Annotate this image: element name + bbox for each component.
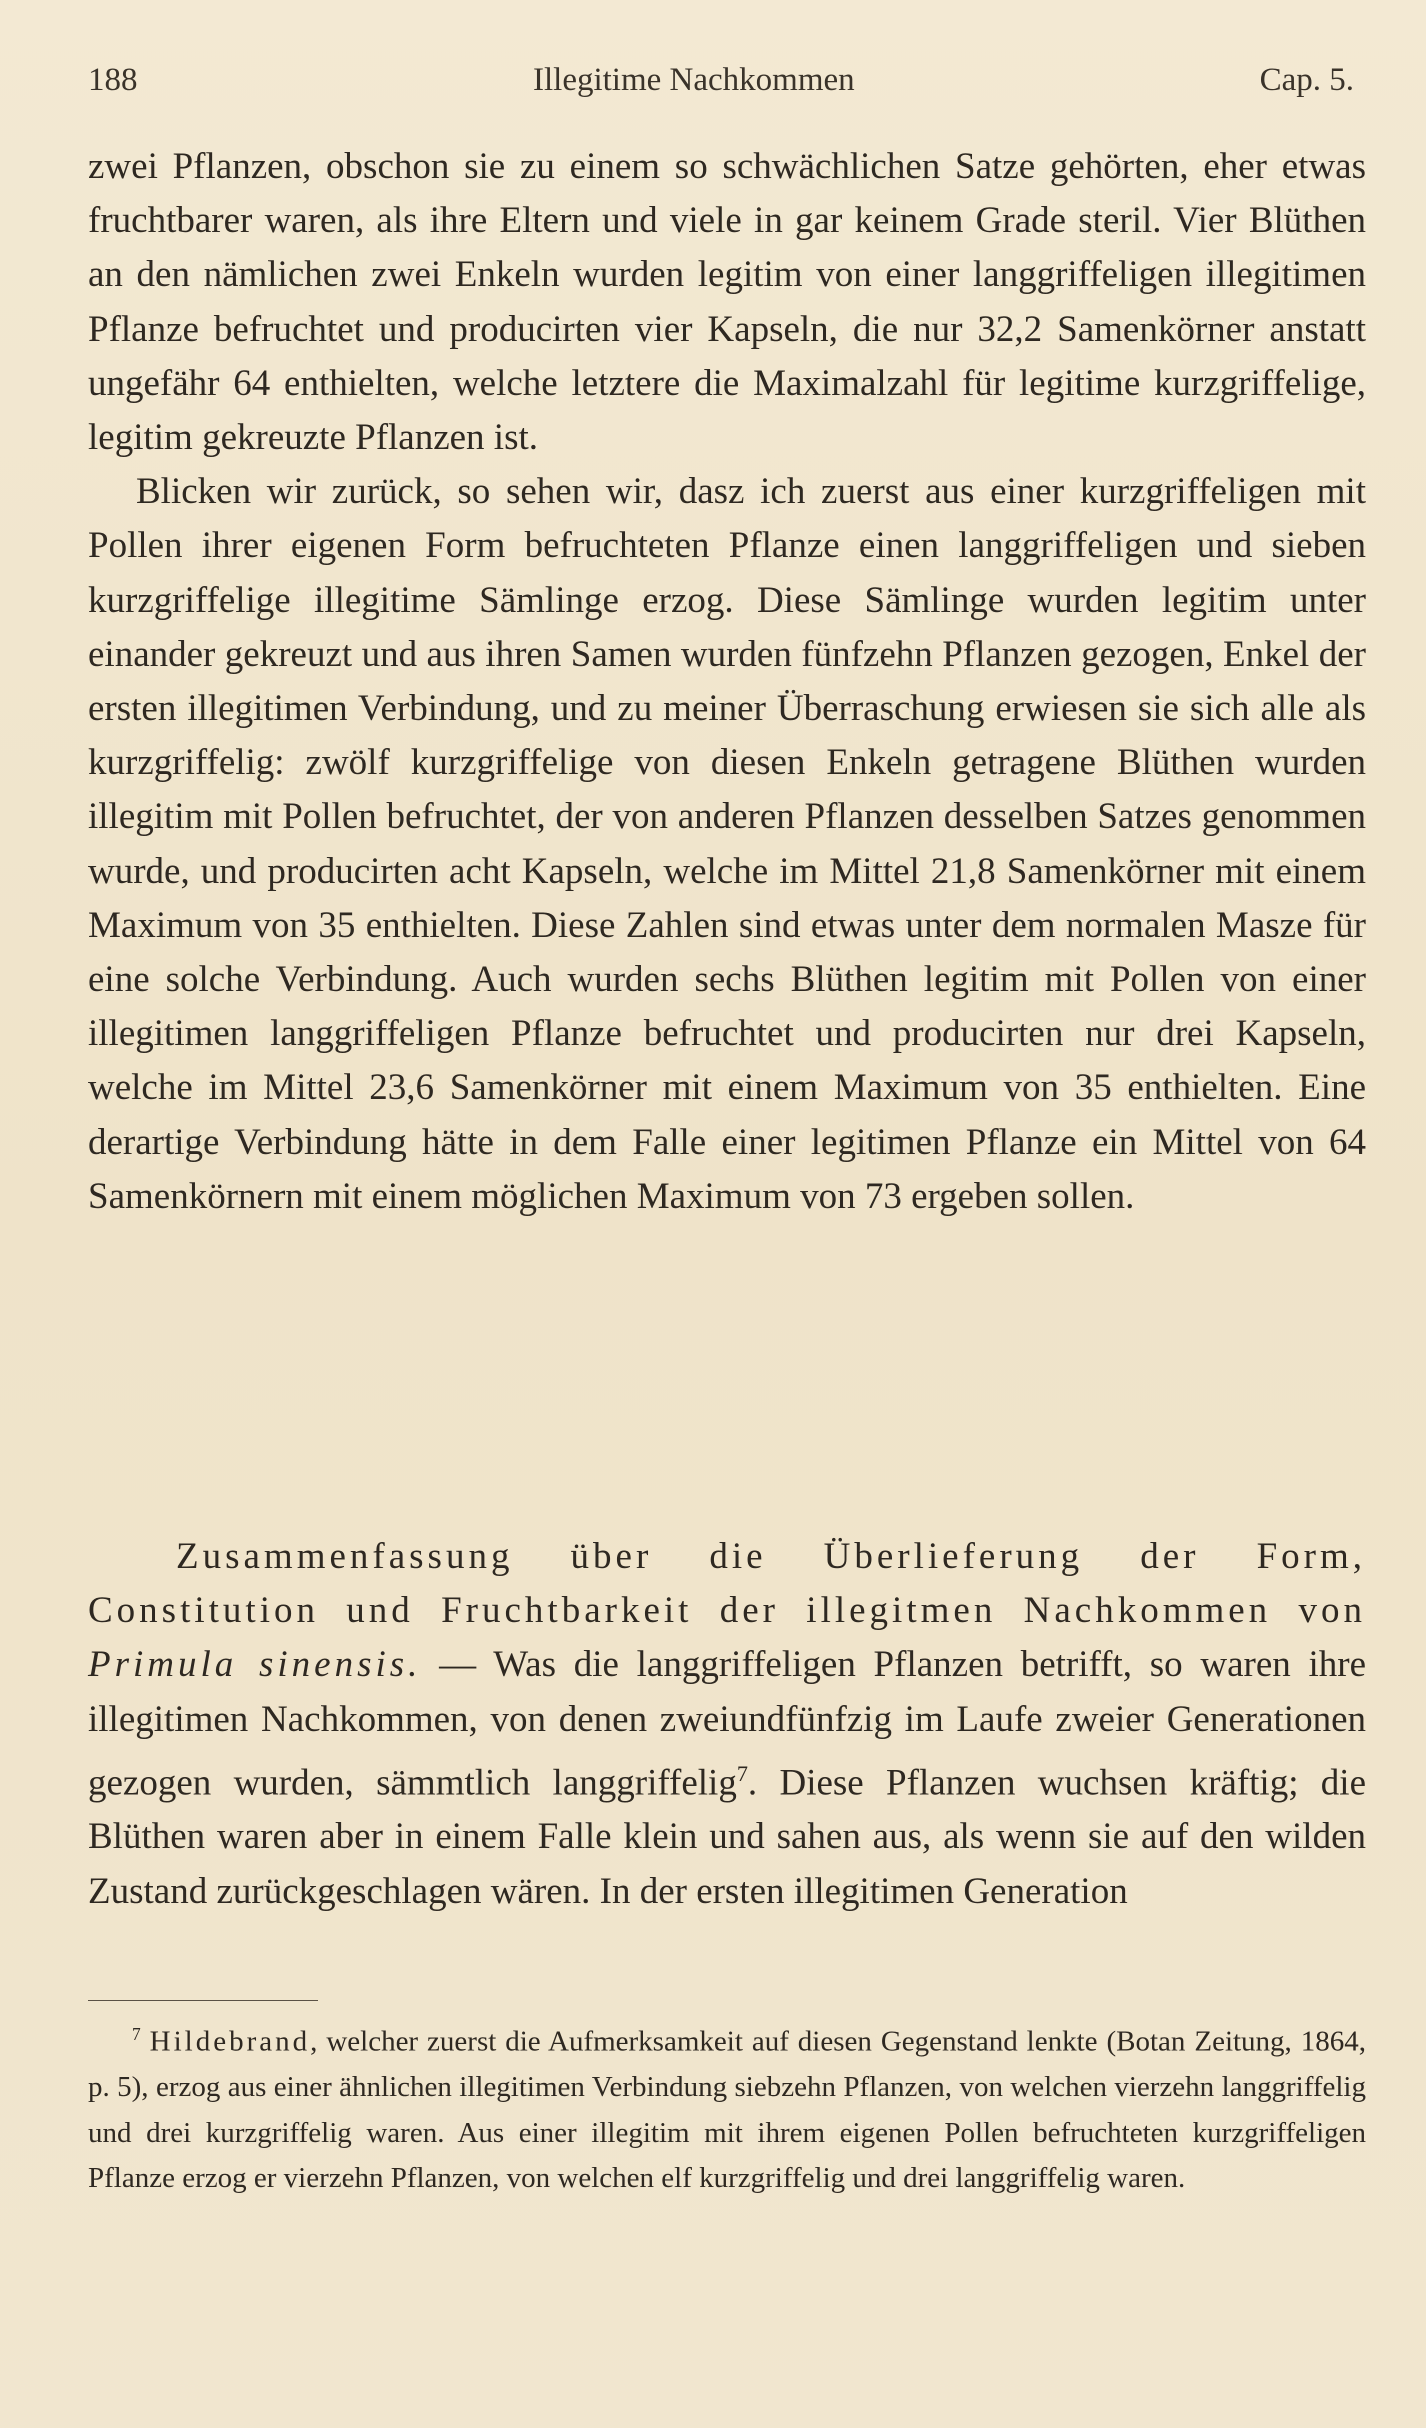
footnote-author: Hildebrand bbox=[149, 2025, 311, 2058]
paragraph-continued: zwei Pflanzen, obschon sie zu einem so schwächlichen Satze gehörten, eher etwas fruchtbarer waren, als ihre Eltern und viele in gar keinem Grade steril. Vier Blüthen an den nämlichen zwei Enkeln wurden legitim von einer langgriffeligen illegitimen Pflanze befruchtet und producirten vier Kapseln, die nur 32,2 Samenkörner anstatt ungefähr 64 enthielten, welche letztere die Maximalzahl für legitime kurzgriffelige, legitim gekreuzte Pflanzen ist. bbox=[88, 146, 1366, 459]
page-header bbox=[88, 62, 1364, 112]
section-text-1: Was die langgriffeligen Pflanzen betrifft, so waren ihre illegitimen Nachkommen, von denen zweiundfünfzig im Laufe zweier Generationen gezogen wurden, sämmtlich langgriffelig bbox=[88, 1644, 1366, 1804]
heading-dash: — bbox=[421, 1644, 494, 1686]
chapter-label: Cap. 5. bbox=[1259, 62, 1354, 98]
section-text-2: . Diese Pflanzen wuchsen kräftig; die Blüthen waren aber in einem Falle klein und sahen aus, als wenn sie auf den wilden Zustand zurückgeschlagen wären. In der ersten illegitimen Generation bbox=[88, 1762, 1366, 1912]
main-text bbox=[88, 140, 1366, 1224]
section-heading: Zusammenfassung über die Überlieferung der Form, Constitution und Fruchtbarkeit der illegitmen Nachkommen von bbox=[88, 1536, 1366, 1632]
footnote-divider bbox=[88, 2000, 318, 2001]
page-number: 188 bbox=[88, 62, 138, 98]
footnote-text: , welcher zuerst die Aufmerksamkeit auf diesen Gegenstand lenkte (Botan Zeitung, 1864, p. 5), erzog aus einer ähnlichen illegitimen Verbindung siebzehn Pflanzen, von welchen vierzehn langgriffelig und drei kurzgriffelig waren. Aus einer illegitim mit ihrem eigenen Pollen befruchteten kurzgriffeligen Pflanze erzog er vierzehn Pflanzen, von welchen elf kurzgriffelig und drei langgriffelig waren. bbox=[88, 2025, 1367, 2195]
species-name: Primula sinensis. bbox=[88, 1644, 422, 1686]
summary-paragraph bbox=[88, 1530, 1366, 1919]
footnote bbox=[88, 2012, 1366, 2202]
paragraph-summary-review: Blicken wir zurück, so sehen wir, dasz ich zuerst aus einer kurzgriffeligen mit Pollen ihrer eigenen Form befruchteten Pflanze einen langgriffeligen und sieben kurzgriffelige illegitime Sämlinge erzog. Diese Sämlinge wurden legitim unter einander gekreuzt und aus ihren Samen wurden fünfzehn Pflanzen gezogen, Enkel der ersten illegitimen Verbindung, und zu meiner Überraschung erwiesen sie sich alle als kurzgriffelig: zwölf kurzgriffelige von diesen Enkeln getragene Blüthen wurden illegitim mit Pollen befruchtet, der von anderen Pflanzen desselben Satzes genommen wurde, und producirten acht Kapseln, welche im Mittel 21,8 Samenkörner mit einem Maximum von 35 enthielten. Diese Zahlen sind etwas unter dem normalen Masze für eine solche Verbindung. Auch wurden sechs Blüthen legitim mit Pollen von einer illegitimen langgriffeligen Pflanze befruchtet und producirten nur drei Kapseln, welche im Mittel 23,6 Samenkörner mit einem Maximum von 35 enthielten. Eine derartige Verbindung hätte in dem Falle einer legitimen Pflanze ein Mittel von 64 Samenkörnern mit einem möglichen Maximum von 73 ergeben sollen. bbox=[88, 471, 1366, 1217]
running-title: Illegitime Nachkommen bbox=[533, 62, 855, 98]
footnote-reference: 7 bbox=[736, 1760, 748, 1786]
footnote-paragraph bbox=[88, 2012, 1366, 2202]
summary-section bbox=[88, 1530, 1366, 1919]
footnote-marker: 7 bbox=[132, 2024, 141, 2044]
